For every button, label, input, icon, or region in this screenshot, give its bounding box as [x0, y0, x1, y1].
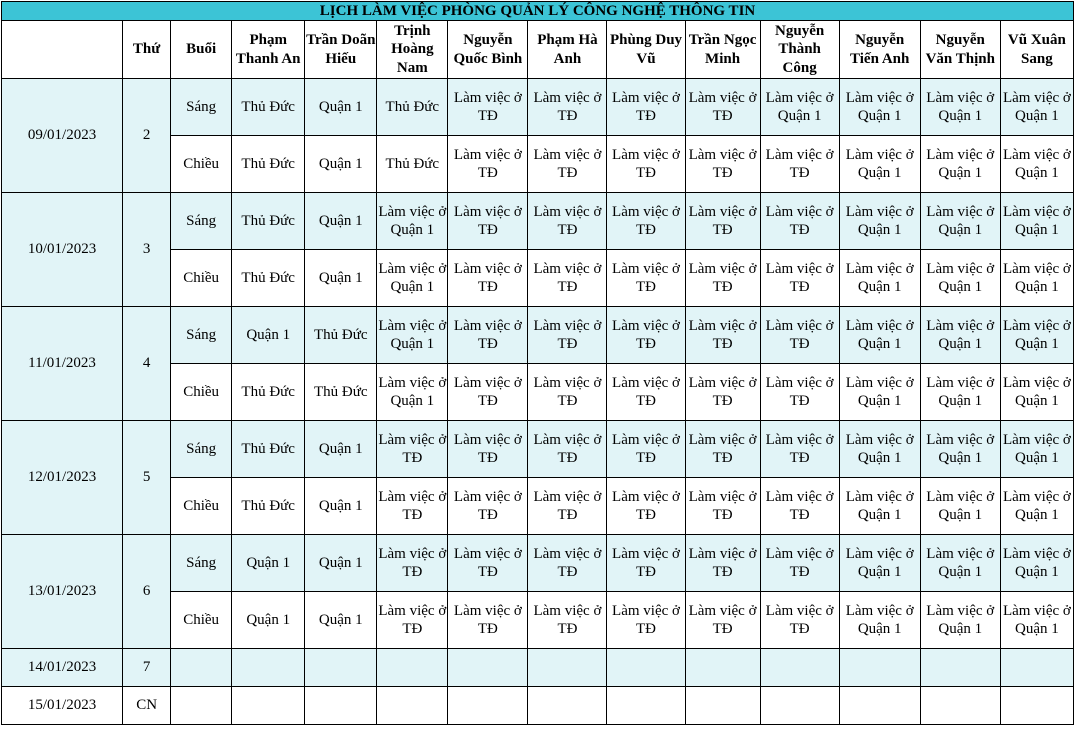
- schedule-cell: Làm việc ở TĐ: [528, 307, 607, 364]
- schedule-cell: Làm việc ở Quận 1: [1000, 136, 1073, 193]
- empty-cell: [839, 687, 920, 725]
- weekday-cell: 6: [123, 535, 171, 649]
- schedule-cell: Làm việc ở TĐ: [607, 79, 685, 136]
- session-cell: Chiều: [171, 250, 232, 307]
- schedule-cell: Thủ Đức: [377, 79, 448, 136]
- schedule-cell: Quận 1: [305, 478, 377, 535]
- schedule-cell: Làm việc ở Quận 1: [1000, 421, 1073, 478]
- schedule-cell: Làm việc ở Quận 1: [1000, 535, 1073, 592]
- date-cell: 10/01/2023: [2, 193, 123, 307]
- session-cell: Sáng: [171, 307, 232, 364]
- schedule-cell: Thủ Đức: [232, 364, 305, 421]
- schedule-cell: Làm việc ở Quận 1: [920, 478, 1000, 535]
- empty-cell: [171, 687, 232, 725]
- header-buoi: Buổi: [171, 21, 232, 79]
- schedule-cell: Làm việc ở Quận 1: [839, 592, 920, 649]
- empty-cell: [685, 687, 760, 725]
- schedule-cell: Làm việc ở TĐ: [685, 250, 760, 307]
- header-person: Trịnh Hoàng Nam: [377, 21, 448, 79]
- header-person: Phùng Duy Vũ: [607, 21, 685, 79]
- schedule-cell: Làm việc ở TĐ: [528, 136, 607, 193]
- schedule-cell: Làm việc ở TĐ: [760, 421, 839, 478]
- header-person: Nguyễn Văn Thịnh: [920, 21, 1000, 79]
- schedule-cell: Làm việc ở TĐ: [685, 535, 760, 592]
- header-thu: Thứ: [123, 21, 171, 79]
- schedule-cell: Làm việc ở TĐ: [760, 478, 839, 535]
- header-person: Vũ Xuân Sang: [1000, 21, 1073, 79]
- schedule-cell: Làm việc ở TĐ: [685, 421, 760, 478]
- header-person: Phạm Hà Anh: [528, 21, 607, 79]
- schedule-cell: Làm việc ở Quận 1: [839, 535, 920, 592]
- empty-cell: [305, 649, 377, 687]
- schedule-cell: Làm việc ở TĐ: [760, 250, 839, 307]
- schedule-cell: Làm việc ở TĐ: [760, 307, 839, 364]
- schedule-cell: Làm việc ở TĐ: [528, 421, 607, 478]
- header-person: Nguyễn Quốc Bình: [448, 21, 528, 79]
- schedule-cell: Thủ Đức: [232, 193, 305, 250]
- schedule-cell: Quận 1: [305, 592, 377, 649]
- date-cell: 12/01/2023: [2, 421, 123, 535]
- empty-cell: [839, 649, 920, 687]
- session-cell: Chiều: [171, 364, 232, 421]
- schedule-cell: Thủ Đức: [305, 364, 377, 421]
- table-title: LỊCH LÀM VIỆC PHÒNG QUẢN LÝ CÔNG NGHỆ THÔNG TIN: [2, 2, 1074, 21]
- schedule-cell: Quận 1: [232, 307, 305, 364]
- date-cell: 09/01/2023: [2, 79, 123, 193]
- empty-cell: [377, 687, 448, 725]
- schedule-cell: Làm việc ở Quận 1: [920, 136, 1000, 193]
- table-row: [2, 535, 1074, 592]
- schedule-cell: Làm việc ở TĐ: [685, 478, 760, 535]
- session-cell: Sáng: [171, 193, 232, 250]
- schedule-cell: Làm việc ở Quận 1: [377, 364, 448, 421]
- empty-cell: [305, 687, 377, 725]
- schedule-cell: Làm việc ở TĐ: [760, 136, 839, 193]
- table-row: [2, 79, 1074, 136]
- schedule-cell: Làm việc ở Quận 1: [1000, 193, 1073, 250]
- schedule-cell: Làm việc ở TĐ: [528, 535, 607, 592]
- schedule-cell: Làm việc ở TĐ: [685, 307, 760, 364]
- table-row: [2, 193, 1074, 250]
- schedule-cell: Làm việc ở Quận 1: [839, 193, 920, 250]
- schedule-cell: Làm việc ở Quận 1: [920, 535, 1000, 592]
- schedule-cell: Làm việc ở TĐ: [685, 364, 760, 421]
- schedule-cell: Làm việc ở TĐ: [448, 535, 528, 592]
- empty-cell: [171, 649, 232, 687]
- header-person: Nguyễn Thành Công: [760, 21, 839, 79]
- header-date: [2, 21, 123, 79]
- schedule-cell: Làm việc ở Quận 1: [760, 79, 839, 136]
- schedule-cell: Thủ Đức: [232, 79, 305, 136]
- schedule-cell: Làm việc ở TĐ: [607, 592, 685, 649]
- empty-cell: [448, 687, 528, 725]
- header-person: Trần Ngọc Minh: [685, 21, 760, 79]
- schedule-cell: Làm việc ở TĐ: [607, 307, 685, 364]
- date-cell: 13/01/2023: [2, 535, 123, 649]
- schedule-cell: Làm việc ở TĐ: [448, 478, 528, 535]
- schedule-cell: Làm việc ở Quận 1: [1000, 478, 1073, 535]
- schedule-cell: Làm việc ở Quận 1: [377, 193, 448, 250]
- schedule-cell: Làm việc ở Quận 1: [1000, 307, 1073, 364]
- date-cell: 14/01/2023: [2, 649, 123, 687]
- weekday-cell: 2: [123, 79, 171, 193]
- schedule-cell: Quận 1: [232, 535, 305, 592]
- schedule-cell: Làm việc ở TĐ: [448, 307, 528, 364]
- schedule-cell: Làm việc ở Quận 1: [377, 250, 448, 307]
- schedule-cell: Làm việc ở TĐ: [685, 193, 760, 250]
- schedule-cell: Thủ Đức: [232, 478, 305, 535]
- schedule-cell: Làm việc ở TĐ: [607, 535, 685, 592]
- schedule-cell: Làm việc ở Quận 1: [839, 79, 920, 136]
- schedule-cell: Làm việc ở Quận 1: [920, 592, 1000, 649]
- schedule-cell: Làm việc ở Quận 1: [920, 250, 1000, 307]
- schedule-cell: Làm việc ở Quận 1: [839, 307, 920, 364]
- empty-cell: [607, 649, 685, 687]
- schedule-cell: Làm việc ở TĐ: [448, 592, 528, 649]
- schedule-cell: Làm việc ở TĐ: [448, 250, 528, 307]
- empty-cell: [1000, 687, 1073, 725]
- schedule-cell: Quận 1: [305, 250, 377, 307]
- session-cell: Sáng: [171, 79, 232, 136]
- schedule-cell: Làm việc ở TĐ: [448, 364, 528, 421]
- table-row: [2, 687, 1074, 725]
- schedule-cell: Làm việc ở TĐ: [760, 364, 839, 421]
- empty-cell: [232, 649, 305, 687]
- empty-cell: [377, 649, 448, 687]
- schedule-cell: Làm việc ở TĐ: [528, 79, 607, 136]
- date-cell: 15/01/2023: [2, 687, 123, 725]
- table-row: [2, 307, 1074, 364]
- schedule-cell: Quận 1: [305, 79, 377, 136]
- session-cell: Sáng: [171, 535, 232, 592]
- schedule-cell: Làm việc ở TĐ: [528, 592, 607, 649]
- empty-cell: [448, 649, 528, 687]
- schedule-cell: Làm việc ở TĐ: [685, 136, 760, 193]
- empty-cell: [528, 649, 607, 687]
- schedule-cell: Quận 1: [305, 421, 377, 478]
- schedule-cell: Làm việc ở TĐ: [377, 535, 448, 592]
- schedule-cell: Làm việc ở TĐ: [760, 592, 839, 649]
- header-person: Nguyễn Tiến Anh: [839, 21, 920, 79]
- schedule-cell: Làm việc ở Quận 1: [839, 250, 920, 307]
- schedule-cell: Làm việc ở TĐ: [760, 535, 839, 592]
- empty-cell: [920, 687, 1000, 725]
- schedule-cell: Thủ Đức: [305, 307, 377, 364]
- schedule-cell: Làm việc ở Quận 1: [839, 136, 920, 193]
- weekday-cell: 5: [123, 421, 171, 535]
- empty-cell: [760, 687, 839, 725]
- schedule-cell: Quận 1: [305, 535, 377, 592]
- schedule-cell: Làm việc ở TĐ: [377, 592, 448, 649]
- schedule-cell: Làm việc ở Quận 1: [839, 478, 920, 535]
- schedule-cell: Quận 1: [232, 592, 305, 649]
- schedule-cell: Làm việc ở Quận 1: [377, 307, 448, 364]
- schedule-cell: Làm việc ở TĐ: [448, 136, 528, 193]
- schedule-cell: Làm việc ở TĐ: [607, 193, 685, 250]
- table-row: [2, 421, 1074, 478]
- schedule-cell: Làm việc ở TĐ: [685, 79, 760, 136]
- session-cell: Chiều: [171, 592, 232, 649]
- header-person: Trần Doãn Hiếu: [305, 21, 377, 79]
- date-cell: 11/01/2023: [2, 307, 123, 421]
- session-cell: Chiều: [171, 478, 232, 535]
- empty-cell: [232, 687, 305, 725]
- schedule-cell: Làm việc ở Quận 1: [839, 421, 920, 478]
- schedule-cell: Làm việc ở TĐ: [607, 364, 685, 421]
- header-person: Phạm Thanh An: [232, 21, 305, 79]
- schedule-cell: Làm việc ở Quận 1: [920, 421, 1000, 478]
- schedule-cell: Thủ Đức: [232, 136, 305, 193]
- schedule-cell: Làm việc ở TĐ: [528, 193, 607, 250]
- weekday-cell: CN: [123, 687, 171, 725]
- schedule-table: [1, 1, 1074, 725]
- schedule-cell: Làm việc ở TĐ: [528, 364, 607, 421]
- schedule-cell: Làm việc ở Quận 1: [920, 364, 1000, 421]
- schedule-cell: Làm việc ở TĐ: [607, 250, 685, 307]
- schedule-cell: Làm việc ở Quận 1: [920, 307, 1000, 364]
- schedule-cell: Làm việc ở TĐ: [377, 421, 448, 478]
- empty-cell: [920, 649, 1000, 687]
- schedule-cell: Làm việc ở TĐ: [607, 421, 685, 478]
- schedule-cell: Làm việc ở Quận 1: [1000, 79, 1073, 136]
- schedule-cell: Làm việc ở TĐ: [607, 136, 685, 193]
- schedule-cell: Thủ Đức: [232, 250, 305, 307]
- weekday-cell: 7: [123, 649, 171, 687]
- schedule-cell: Làm việc ở Quận 1: [1000, 364, 1073, 421]
- session-cell: Chiều: [171, 136, 232, 193]
- empty-cell: [685, 649, 760, 687]
- weekday-cell: 3: [123, 193, 171, 307]
- empty-cell: [607, 687, 685, 725]
- schedule-cell: Làm việc ở TĐ: [448, 421, 528, 478]
- table-row: [2, 649, 1074, 687]
- empty-cell: [528, 687, 607, 725]
- schedule-cell: Quận 1: [305, 193, 377, 250]
- schedule-cell: Thủ Đức: [377, 136, 448, 193]
- session-cell: Sáng: [171, 421, 232, 478]
- schedule-cell: Làm việc ở TĐ: [607, 478, 685, 535]
- empty-cell: [760, 649, 839, 687]
- schedule-cell: Làm việc ở Quận 1: [1000, 250, 1073, 307]
- schedule-cell: Làm việc ở TĐ: [528, 250, 607, 307]
- schedule-cell: Thủ Đức: [232, 421, 305, 478]
- empty-cell: [1000, 649, 1073, 687]
- schedule-cell: Làm việc ở TĐ: [528, 478, 607, 535]
- schedule-cell: Làm việc ở TĐ: [685, 592, 760, 649]
- schedule-cell: Làm việc ở Quận 1: [1000, 592, 1073, 649]
- weekday-cell: 4: [123, 307, 171, 421]
- schedule-cell: Làm việc ở TĐ: [760, 193, 839, 250]
- schedule-cell: Làm việc ở Quận 1: [920, 79, 1000, 136]
- schedule-cell: Làm việc ở TĐ: [377, 478, 448, 535]
- schedule-cell: Làm việc ở Quận 1: [920, 193, 1000, 250]
- schedule-cell: Làm việc ở TĐ: [448, 193, 528, 250]
- schedule-cell: Làm việc ở TĐ: [448, 79, 528, 136]
- schedule-cell: Quận 1: [305, 136, 377, 193]
- schedule-cell: Làm việc ở Quận 1: [839, 364, 920, 421]
